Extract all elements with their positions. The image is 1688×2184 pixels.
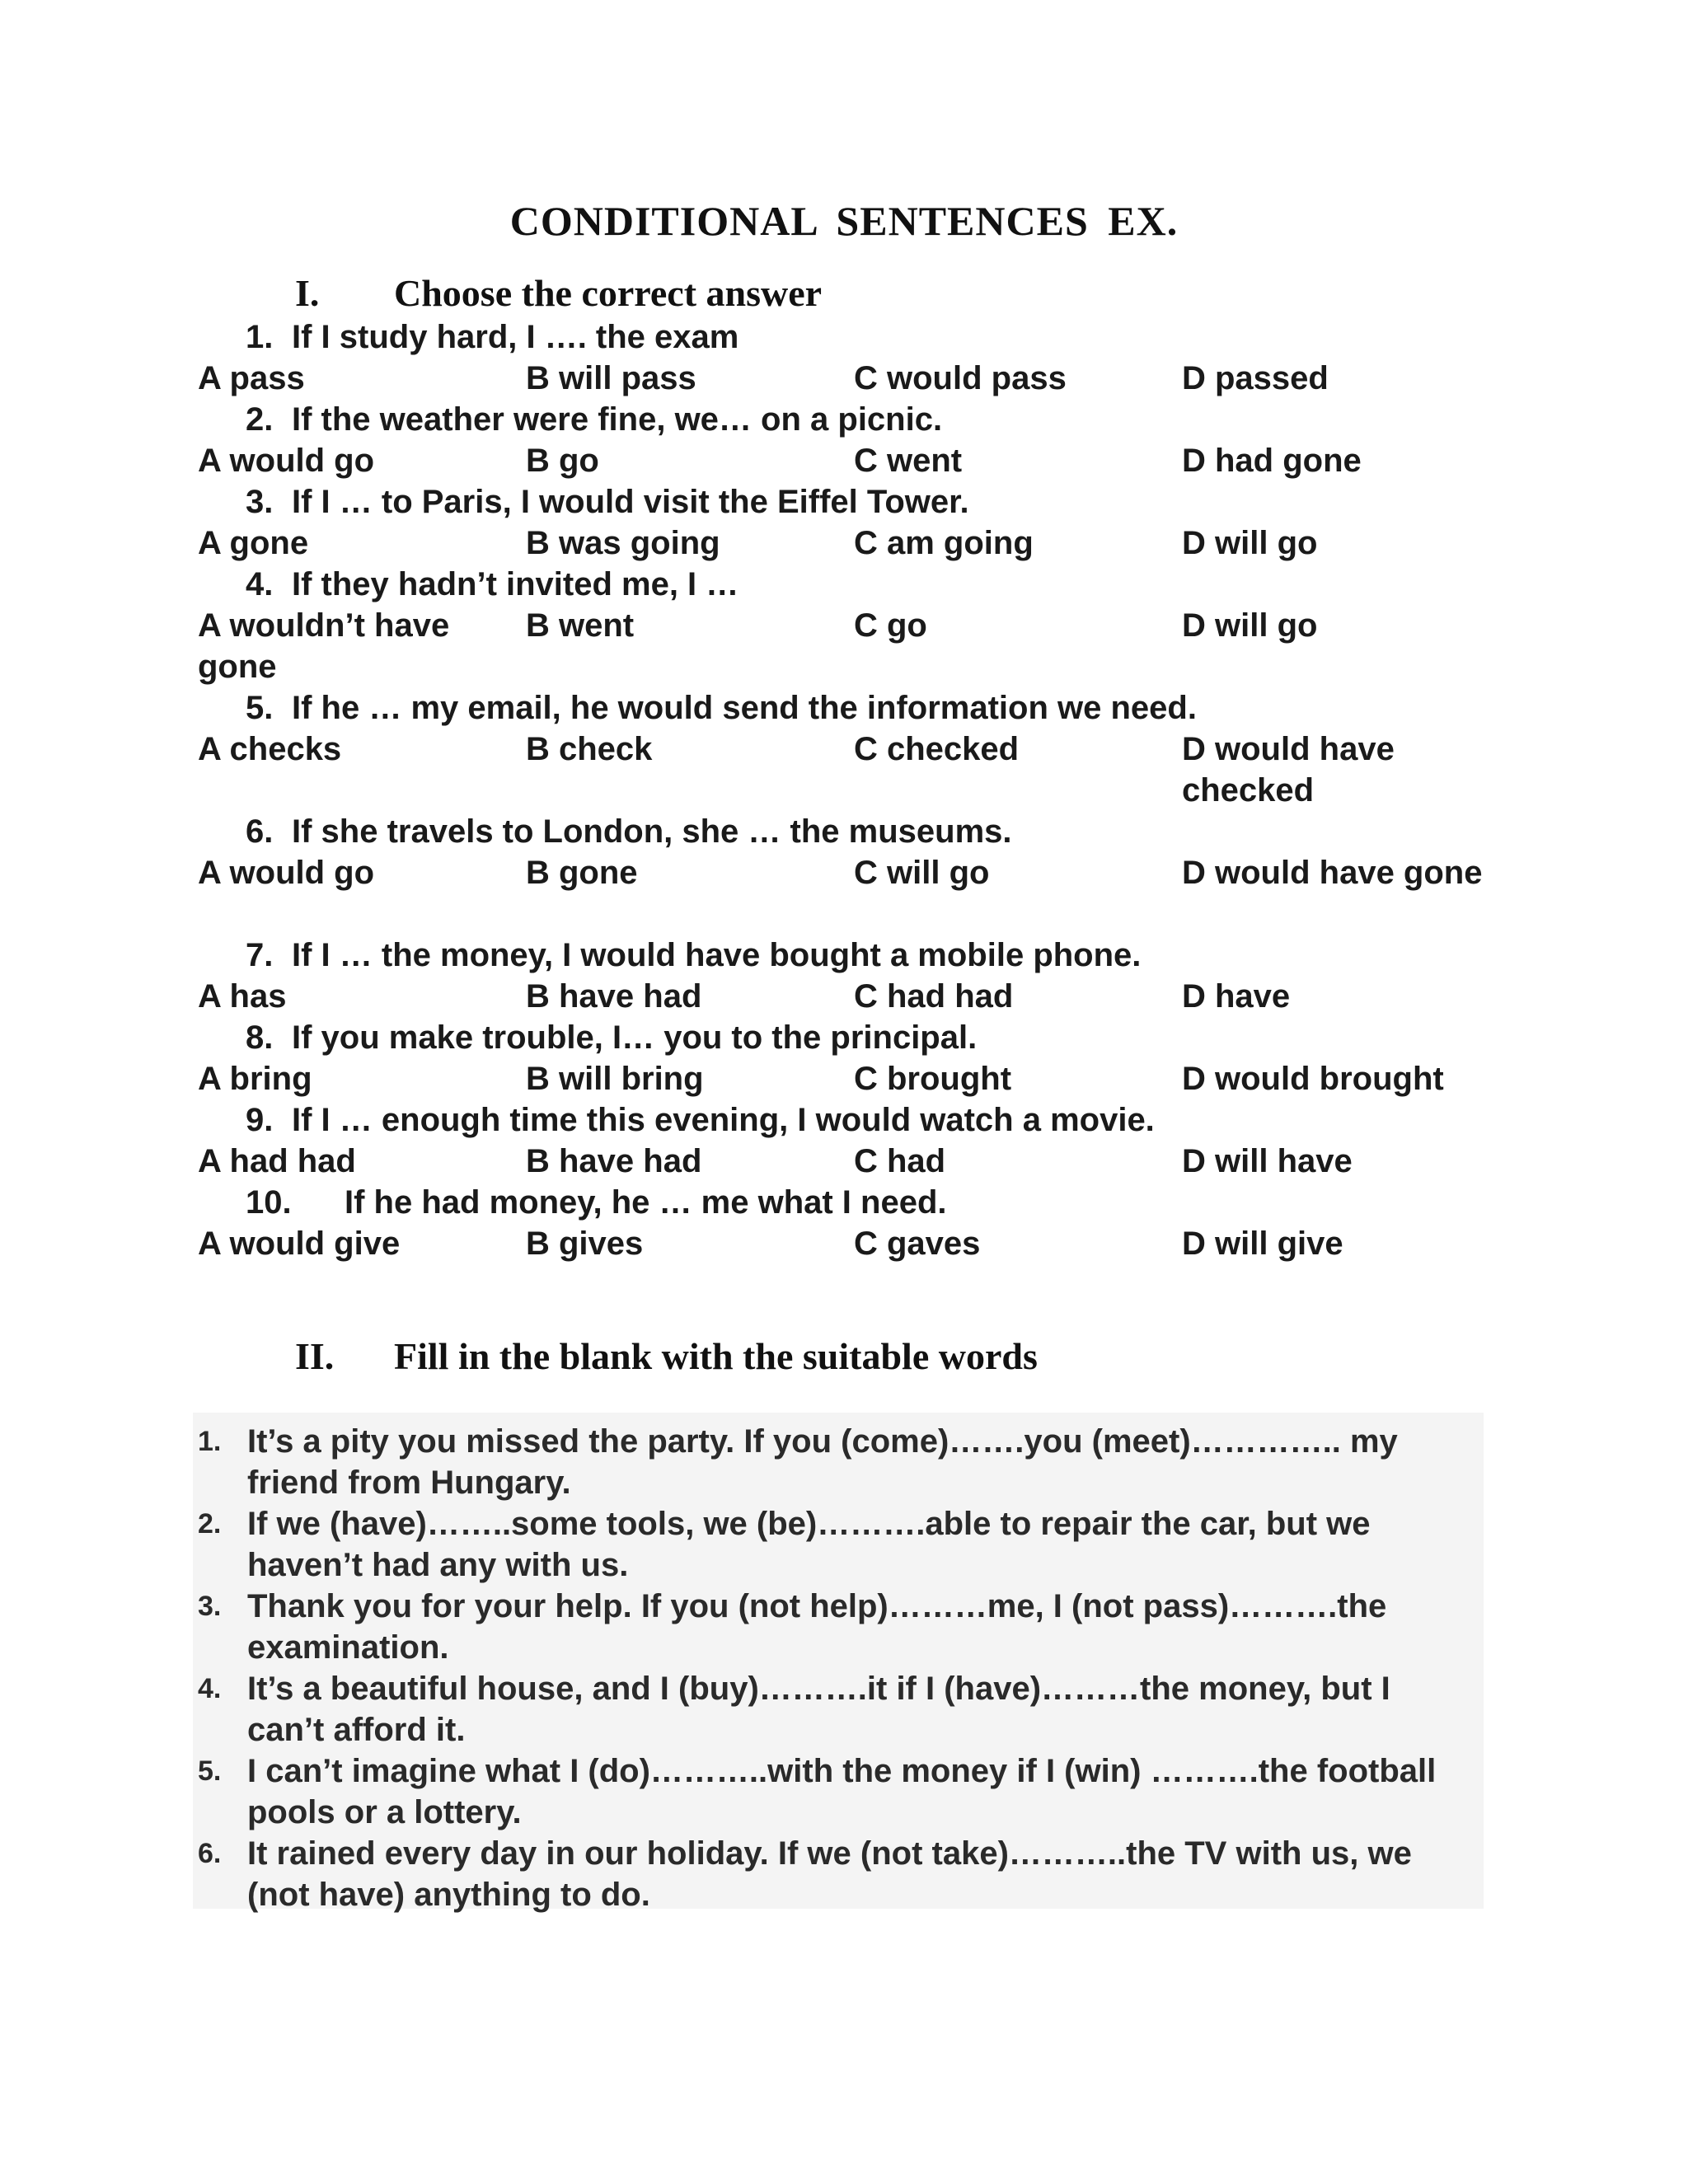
options-3 [198,523,1484,564]
question-1 [198,316,1484,358]
section-2-number: II. [295,1335,335,1377]
question-9 [198,1099,1484,1141]
option-a: A wouldn’t have gone [198,607,450,685]
question-3 [198,481,1484,523]
question-number: 4. [246,566,274,602]
option-d: D will have [1182,1143,1353,1179]
fill-item-number: 1. [198,1426,222,1457]
fill-item-5 [193,1750,1484,1833]
question-text: If he … my email, he would send the information we need. [292,690,1197,726]
option-d: D had gone [1182,443,1362,479]
option-c: C go [854,607,927,644]
option-d: D will go [1182,607,1318,644]
question-text: If she travels to London, she … the museums. [292,813,1012,850]
option-c: C am going [854,525,1034,561]
option-c: C checked [854,731,1020,767]
option-a: A would give [198,1226,401,1262]
section-1-heading [295,270,822,316]
option-a: A pass [198,360,305,396]
fill-item-1 [193,1421,1484,1503]
options-4 [198,605,1484,687]
option-d: D passed [1182,360,1329,396]
option-c: C went [854,443,963,479]
question-10 [198,1182,1484,1223]
fill-item-number: 2. [198,1508,222,1540]
options-1 [198,358,1484,399]
question-text: If you make trouble, I… you to the principal. [292,1019,978,1056]
option-d: D would have checked [1182,731,1395,808]
question-number: 6. [246,813,274,850]
option-a: A checks [198,731,342,767]
option-a: A would go [198,855,375,891]
option-c: C gaves [854,1226,981,1262]
option-d: D would have gone [1182,855,1483,891]
options-5 [198,729,1484,811]
fill-item-text: It’s a pity you missed the party. If you (come)…….you (meet)………….. my friend from Hungary. [247,1423,1398,1501]
question-number: 7. [246,937,274,973]
question-list [198,316,1484,1264]
fill-item-2 [193,1503,1484,1586]
question-text: If he had money, he … me what I need. [345,1184,947,1221]
option-a: A had had [198,1143,356,1179]
question-number: 9. [246,1102,274,1138]
option-b: B have had [526,1143,702,1179]
option-d: D will give [1182,1226,1343,1262]
question-8 [198,1017,1484,1058]
option-d: D have [1182,978,1291,1015]
page-title: CONDITIONAL SENTENCES EX. [509,198,1179,244]
option-d: D would brought [1182,1061,1444,1097]
option-b: B check [526,731,653,767]
fill-item-text: It’s a beautiful house, and I (buy)……….it if I (have)………the money, but I can’t afford it. [247,1671,1390,1748]
option-a: A gone [198,525,309,561]
question-number: 10. [246,1184,292,1221]
question-4 [198,564,1484,605]
option-c: C had had [854,978,1014,1015]
question-number: 3. [246,484,274,520]
fill-item-text: Thank you for your help. If you (not help)………me, I (not pass)……….the examination. [247,1588,1387,1666]
fill-in-box [193,1413,1484,1913]
options-9 [198,1141,1484,1182]
question-text: If I … enough time this evening, I would watch a movie. [292,1102,1155,1138]
option-c: C had [854,1143,946,1179]
fill-item-text: It rained every day in our holiday. If we (not take)………..the TV with us, we (not have) anything to do. [247,1835,1412,1913]
option-a: A would go [198,443,375,479]
question-number: 2. [246,401,274,438]
option-b: B will bring [526,1061,704,1097]
option-b: B went [526,607,635,644]
question-7 [198,935,1484,976]
fill-item-text: I can’t imagine what I (do)………..with the money if I (win) ……….the football pools or a lottery. [247,1753,1437,1830]
option-b: B have had [526,978,702,1015]
question-number: 8. [246,1019,274,1056]
question-text: If they hadn’t invited me, I … [292,566,739,602]
fill-item-number: 5. [198,1755,222,1787]
options-2 [198,440,1484,481]
option-c: C will go [854,855,990,891]
option-b: B will pass [526,360,696,396]
fill-item-4 [193,1668,1484,1750]
option-b: B gone [526,855,638,891]
section-1-number: I. [295,272,320,314]
question-number: 1. [246,319,274,355]
option-c: C brought [854,1061,1012,1097]
fill-item-3 [193,1586,1484,1668]
fill-item-number: 6. [198,1838,222,1869]
option-d: D will go [1182,525,1318,561]
fill-item-6 [193,1833,1484,1915]
option-c: C would pass [854,360,1067,396]
question-text: If I … to Paris, I would visit the Eiffel Tower. [292,484,969,520]
option-a: A bring [198,1061,312,1097]
section-2-heading [295,1333,1038,1380]
question-text: If the weather were fine, we… on a picnic. [292,401,943,438]
question-text: If I study hard, I …. the exam [292,319,739,355]
question-number: 5. [246,690,274,726]
question-text: If I … the money, I would have bought a mobile phone. [292,937,1142,973]
question-5 [198,687,1484,729]
section-2-title: Fill in the blank with the suitable words [394,1335,1038,1377]
options-7 [198,976,1484,1017]
fill-item-text: If we (have)……..some tools, we (be)……….able to repair the car, but we haven’t had any with us. [247,1506,1371,1583]
options-8 [198,1058,1484,1099]
fill-item-number: 4. [198,1673,222,1704]
question-2 [198,399,1484,440]
options-10 [198,1223,1484,1264]
section-1-title: Choose the correct answer [394,272,823,314]
fill-in-list [193,1421,1484,1915]
option-b: B gives [526,1226,644,1262]
fill-item-number: 3. [198,1591,222,1622]
option-b: B go [526,443,599,479]
question-6 [198,811,1484,852]
option-a: A has [198,978,287,1015]
option-b: B was going [526,525,720,561]
options-6 [198,852,1484,935]
